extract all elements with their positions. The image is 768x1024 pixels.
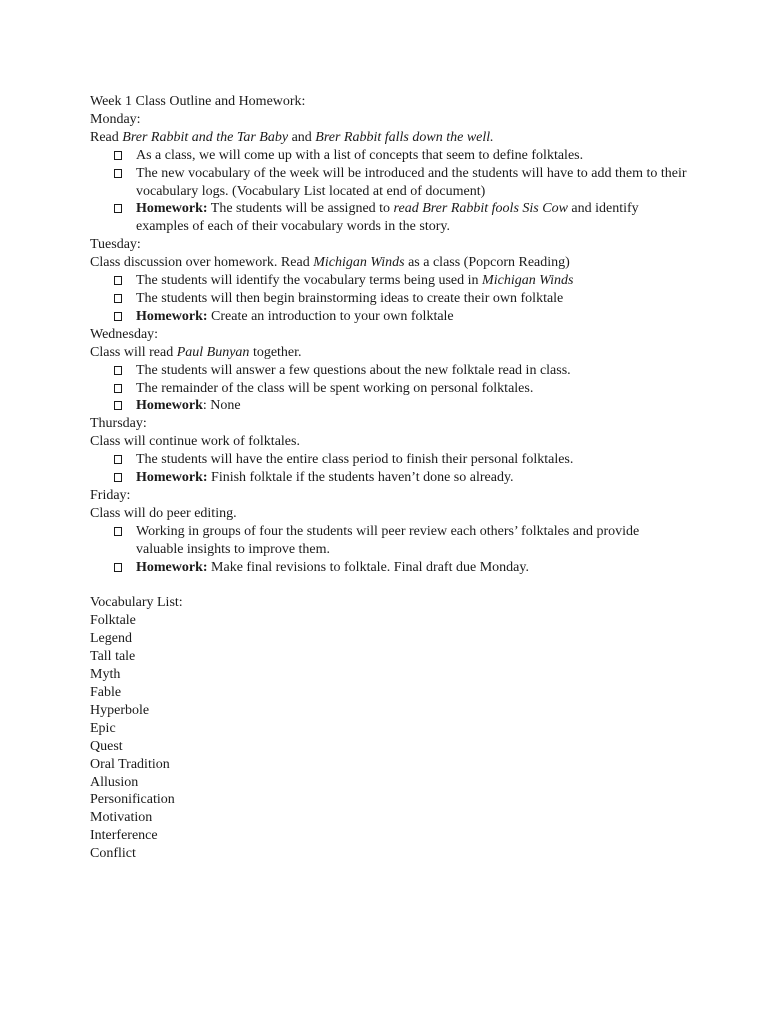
list-item (90, 451, 688, 469)
text-span: Make final revisions to folktale. Final draft due Monday. (207, 559, 529, 575)
checkbox-square-icon (114, 473, 122, 482)
day-heading-wednesday: Wednesday: (90, 326, 159, 342)
checkbox-square-icon (114, 563, 122, 572)
list-item (90, 469, 688, 487)
homework-text (136, 308, 688, 326)
list-item (90, 272, 688, 290)
homework-label: Homework: (136, 201, 208, 217)
wednesday-reading-line (90, 344, 690, 362)
vocabulary-item: Oral Tradition (90, 756, 170, 772)
checkbox-square-icon (114, 276, 122, 285)
vocabulary-item: Epic (90, 720, 116, 736)
list-item (90, 165, 688, 201)
monday-bullet-list (90, 147, 690, 237)
italic-title: Brer Rabbit falls down the well. (315, 129, 494, 145)
vocabulary-item: Fable (90, 685, 122, 700)
list-item (90, 559, 688, 577)
wednesday-bullet-list (90, 362, 690, 416)
checkbox-square-icon (114, 366, 122, 375)
vocabulary-item: Motivation (90, 810, 153, 826)
list-item (90, 523, 688, 559)
checkbox-square-icon (114, 204, 122, 213)
text-span: The students will identify the vocabulary terms being used in (136, 273, 483, 289)
text-span: and (288, 129, 316, 145)
text-span: Create an introduction to your own folktale (207, 308, 454, 324)
document-title: Week 1 Class Outline and Homework: (90, 94, 306, 109)
bullet-text: The students will answer a few questions about the new folktale read in class. (136, 362, 571, 378)
checkbox-square-icon (114, 151, 122, 160)
day-heading-friday: Friday: (90, 487, 131, 503)
homework-label: Homework: (136, 308, 208, 324)
bullet-text: As a class, we will come up with a list of concepts that seem to define folktales. (136, 147, 584, 163)
spacer (90, 576, 690, 594)
tuesday-reading-line (90, 254, 690, 272)
friday-bullet-list (90, 523, 690, 577)
vocabulary-item: Allusion (90, 774, 139, 790)
vocabulary-item: Myth (90, 667, 121, 683)
thursday-line: Class will continue work of folktales. (90, 434, 300, 450)
text-span: : None (202, 398, 241, 414)
italic-title: Brer Rabbit and the Tar Baby (122, 129, 289, 145)
italic-title: Michigan Winds (313, 255, 405, 271)
italic-text: read Brer Rabbit fools Sis Cow (393, 201, 568, 217)
vocabulary-item: Interference (90, 828, 158, 844)
homework-text (136, 397, 688, 415)
list-item (90, 200, 688, 236)
text-span: Class discussion over homework. Read (90, 255, 314, 271)
vocabulary-item: Conflict (90, 846, 136, 862)
italic-title: Michigan Winds (482, 273, 574, 289)
list-item (90, 290, 688, 308)
homework-text (136, 469, 688, 487)
vocabulary-item: Quest (90, 738, 123, 754)
bullet-text: Working in groups of four the students will peer review each others’ folktales and provide valuable insights to improve them. (136, 523, 640, 557)
day-heading-tuesday: Tuesday: (90, 237, 141, 253)
list-item (90, 397, 688, 415)
vocabulary-item: Tall tale (90, 649, 136, 665)
day-heading-monday: Monday: (90, 111, 141, 127)
checkbox-square-icon (114, 455, 122, 464)
list-item (90, 308, 688, 326)
tuesday-bullet-list (90, 272, 690, 326)
homework-label: Homework: (136, 470, 208, 486)
checkbox-square-icon (114, 527, 122, 536)
bullet-text: The students will then begin brainstorming ideas to create their own folktale (136, 290, 564, 306)
text-span: together. (249, 344, 302, 360)
list-item (90, 362, 688, 380)
vocabulary-item: Folktale (90, 613, 136, 629)
vocabulary-item: Hyperbole (90, 702, 150, 718)
list-item (90, 147, 688, 165)
day-heading-thursday: Thursday: (90, 416, 147, 432)
checkbox-square-icon (114, 312, 122, 321)
text-span: Finish folktale if the students haven’t done so already. (207, 470, 514, 486)
checkbox-square-icon (114, 294, 122, 303)
checkbox-square-icon (114, 401, 122, 410)
homework-text (136, 200, 688, 236)
bullet-text: The new vocabulary of the week will be introduced and the students will have to add them to their vocabulary logs. (Vocabulary List located at end of document) (136, 165, 687, 199)
homework-text (136, 559, 688, 577)
text-span: Read (90, 129, 123, 145)
bullet-text (136, 272, 688, 290)
text-span: as a class (Popcorn Reading) (404, 255, 570, 271)
text-span: The students will be assigned to (207, 201, 394, 217)
bullet-text: The remainder of the class will be spent working on personal folktales. (136, 380, 534, 396)
homework-label: Homework (136, 398, 203, 414)
list-item (90, 380, 688, 398)
vocabulary-item: Personification (90, 792, 175, 808)
text-span: and identify examples of each of their vocabulary words in the story. (136, 201, 639, 235)
thursday-bullet-list (90, 451, 690, 487)
checkbox-square-icon (114, 169, 122, 178)
homework-label: Homework: (136, 559, 208, 575)
vocabulary-item: Legend (90, 631, 132, 647)
vocabulary-heading: Vocabulary List: (90, 595, 183, 611)
bullet-text: The students will have the entire class period to finish their personal folktales. (136, 452, 574, 468)
monday-reading-line (90, 129, 690, 147)
checkbox-square-icon (114, 384, 122, 393)
italic-title: Paul Bunyan (176, 344, 250, 360)
text-span: Class will read (90, 344, 177, 360)
friday-line: Class will do peer editing. (90, 505, 237, 521)
vocabulary-list (90, 612, 690, 863)
document-page (90, 93, 690, 863)
